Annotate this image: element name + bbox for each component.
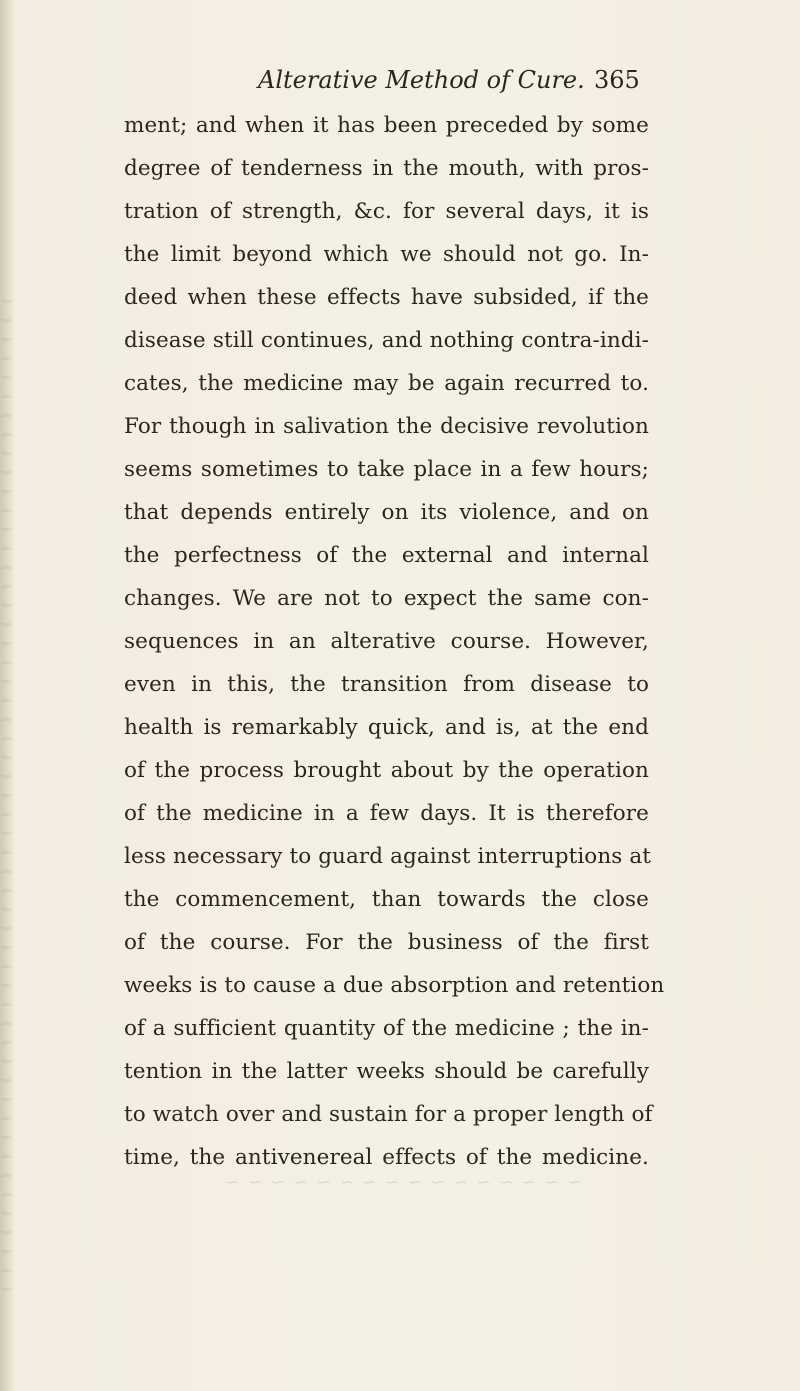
text-line: cates, the medicine may be again recurred to. xyxy=(124,371,649,396)
text-line: tention in the latter weeks should be carefully xyxy=(124,1059,649,1084)
text-line: deed when these effects have subsided, if the xyxy=(124,285,649,310)
running-head-title: Alterative Method of Cure. xyxy=(258,66,585,94)
text-line: sequences in an alterative course. However, xyxy=(124,629,649,654)
text-line: seems sometimes to take place in a few hours; xyxy=(124,457,649,482)
page-number: 365 xyxy=(594,66,640,94)
text-line: of the process brought about by the operation xyxy=(124,758,649,783)
text-line: disease still continues, and nothing contra-indi- xyxy=(124,328,649,353)
text-line: the perfectness of the external and internal xyxy=(124,543,649,568)
text-line: the commencement, than towards the close xyxy=(124,887,649,912)
text-line: health is remarkably quick, and is, at the end xyxy=(124,715,649,740)
text-line: even in this, the transition from disease to xyxy=(124,672,649,697)
text-line: of the medicine in a few days. It is therefore xyxy=(124,801,649,826)
text-line: ment; and when it has been preceded by some xyxy=(124,113,649,138)
text-line: less necessary to guard against interruptions at xyxy=(124,844,652,869)
text-line: of a sufficient quantity of the medicine ; the in- xyxy=(124,1016,649,1041)
gutter-stain xyxy=(2,300,12,1300)
text-line: changes. We are not to expect the same con- xyxy=(124,586,649,611)
running-head xyxy=(258,62,658,98)
text-line: For though in salivation the decisive revolution xyxy=(124,414,649,439)
text-line: the limit beyond which we should not go. In- xyxy=(124,242,649,267)
text-line: tration of strength, &c. for several days, it is xyxy=(124,199,649,224)
text-line: to watch over and sustain for a proper length of xyxy=(124,1102,653,1127)
text-line: time, the antivenereal effects of the medicine. xyxy=(124,1145,649,1170)
text-line: that depends entirely on its violence, and on xyxy=(124,500,649,525)
text-line: degree of tenderness in the mouth, with pros- xyxy=(124,156,649,181)
text-line: weeks is to cause a due absorption and retention xyxy=(124,973,665,998)
show-through-text: ~ ~ ~ ~ ~ ~ ~ ~ ~ ~ ~ ~ ~ ~ ~ ~ xyxy=(225,1172,584,1193)
text-line: of the course. For the business of the first xyxy=(124,930,649,955)
